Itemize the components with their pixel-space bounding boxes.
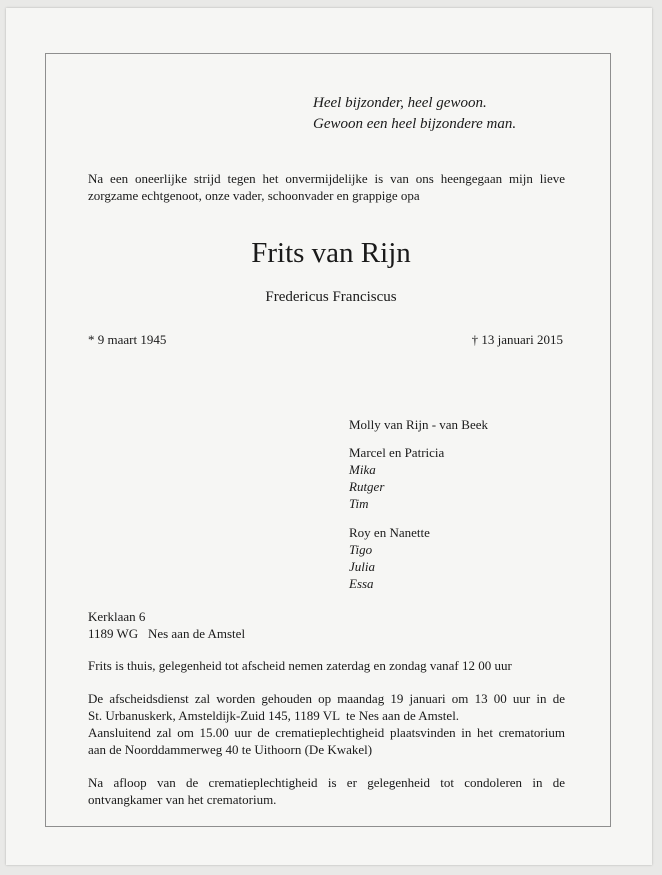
- death-date: † 13 januari 2015: [471, 332, 563, 347]
- family-parents-1: Marcel en Patricia: [349, 445, 445, 460]
- grandchild-name: Rutger: [349, 479, 385, 494]
- address-city: 1189 WG Nes aan de Amstel: [88, 626, 246, 641]
- grandchild-name: Mika: [349, 462, 376, 477]
- grandchild-name: Essa: [349, 576, 374, 591]
- condolence-line-1: Na afloop van de crematieplechtigheid is er gelegenheid tot condoleren in de: [88, 775, 565, 790]
- intro-line-1: Na een oneerlijke strijd tegen het onvermijdelijke is van ons heengegaan mijn lieve: [88, 171, 565, 186]
- grandchild-name: Julia: [349, 559, 375, 574]
- intro-line-2: zorgzame echtgenoot, onze vader, schoonvader en grappige opa: [88, 188, 420, 203]
- deceased-full-name: Fredericus Franciscus: [265, 289, 397, 305]
- spouse-name: Molly van Rijn - van Beek: [349, 417, 489, 432]
- service-line-3: Aansluitend zal om 15.00 uur de crematieplechtigheid plaatsvinden in het crematorium: [88, 725, 565, 740]
- motto-line-2: Gewoon een heel bijzondere man.: [313, 116, 517, 132]
- service-line-2: St. Urbanuskerk, Amsteldijk-Zuid 145, 1189 VL te Nes aan de Amstel.: [88, 708, 460, 723]
- family-parents-2: Roy en Nanette: [349, 525, 430, 540]
- service-line-4: aan de Noorddammerweg 40 te Uithoorn (De Kwakel): [88, 742, 373, 757]
- deceased-name: Frits van Rijn: [251, 237, 411, 269]
- birth-date: * 9 maart 1945: [88, 332, 167, 347]
- grandchild-name: Tigo: [349, 542, 373, 557]
- notice-home: Frits is thuis, gelegenheid tot afscheid nemen zaterdag en zondag vanaf 12 00 uur: [88, 658, 512, 673]
- motto-line-1: Heel bijzonder, heel gewoon.: [313, 95, 487, 111]
- address-street: Kerklaan 6: [88, 609, 146, 624]
- service-line-1: De afscheidsdienst zal worden gehouden op maandag 19 januari om 13 00 uur in de: [88, 691, 565, 706]
- condolence-line-2: ontvangkamer van het crematorium.: [88, 792, 277, 807]
- grandchild-name: Tim: [349, 496, 369, 511]
